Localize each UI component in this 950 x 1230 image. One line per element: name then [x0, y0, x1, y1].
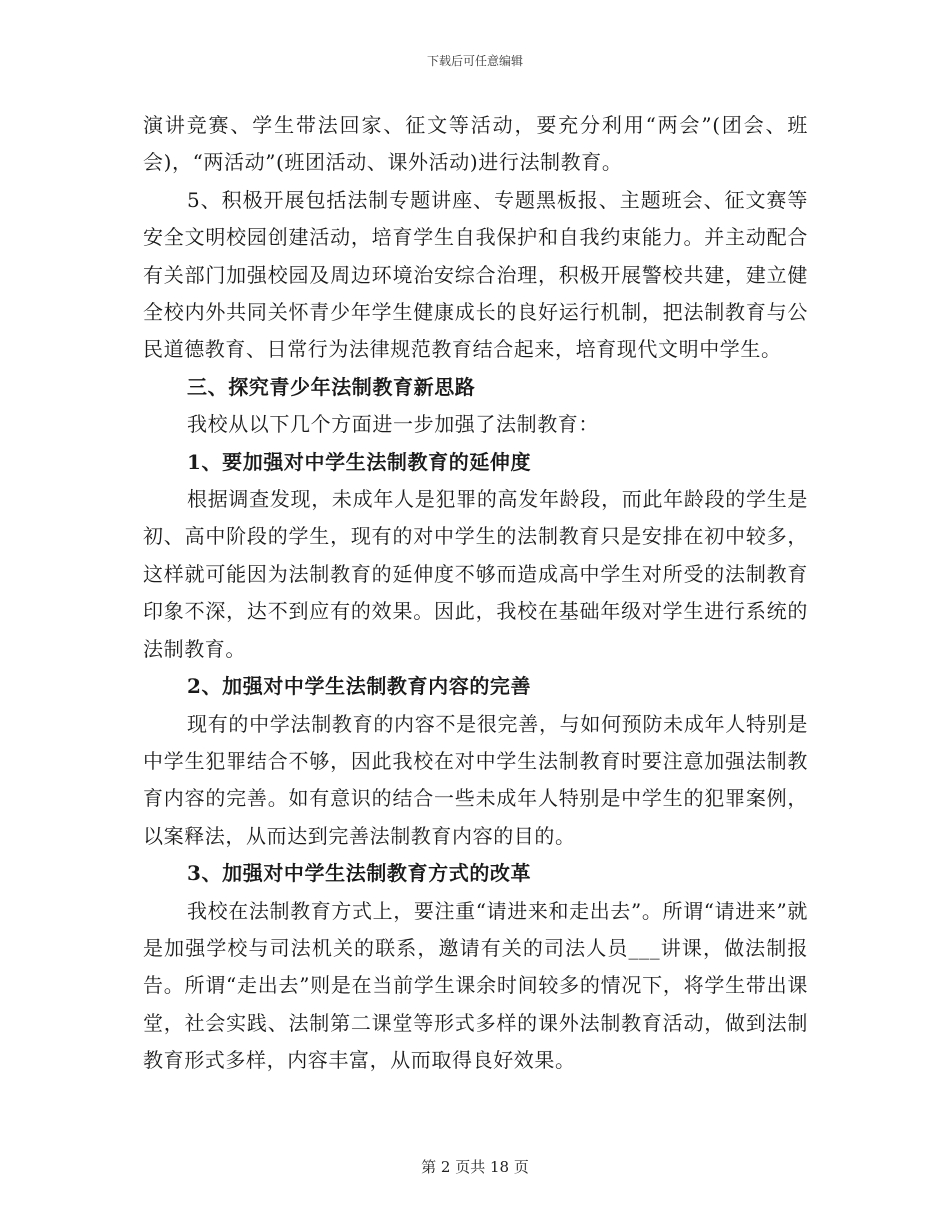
- paragraph: 我校从以下几个方面进一步加强了法制教育：: [187, 412, 599, 437]
- paragraph: 我校在法制教育方式上，要注重“请进来和走出去”。所谓“请进来”就是加强学校与司法机关的联系，邀请有关的司法人员___讲课，做法制报告。所谓“走出去”则是在当前学生课余时间较多的情况下，将学生带出课堂，社会实践、法制第二课堂等形式多样的课外法制教育活动，做到法制教育形式多样，内容丰富，从而取得良好效果。: [143, 898, 808, 1073]
- page-header: 下载后可任意编辑: [426, 54, 523, 68]
- paragraph: 现有的中学法制教育的内容不是很完善，与如何预防未成年人特别是中学生犯罪结合不够，因此我校在对中学生法制教育时要注意加强法制教育内容的完善。如有意识的结合一些未成年人特别是中学生的犯罪案例，以案释法，从而达到完善法制教育内容的目的。: [143, 711, 808, 848]
- paragraph: 5、积极开展包括法制专题讲座、专题黑板报、主题班会、征文赛等安全文明校园创建活动，培育学生自我保护和自我约束能力。并主动配合有关部门加强校园及周边环境治安综合治理，积极开展警校共建，建立健全校内外共同关怀青少年学生健康成长的良好运行机制，把法制教育与公民道德教育、日常行为法律规范教育结合起来，培育现代文明中学生。: [143, 187, 808, 362]
- subsection-heading: 2、加强对中学生法制教育内容的完善: [187, 674, 532, 699]
- section-heading: 三、探究青少年法制教育新思路: [187, 374, 476, 399]
- subsection-heading: 3、加强对中学生法制教育方式的改革: [187, 861, 532, 886]
- subsection-heading: 1、要加强对中学生法制教育的延伸度: [187, 449, 532, 474]
- paragraph: 演讲竞赛、学生带法回家、征文等活动，要充分利用“两会”(团会、班会)，“两活动”(班团活动、课外活动)进行法制教育。: [143, 113, 808, 175]
- page-number: 第 2 页共 18 页: [421, 1158, 529, 1176]
- document-body: [143, 107, 808, 1080]
- paragraph: 根据调查发现，未成年人是犯罪的高发年龄段，而此年龄段的学生是初、高中阶段的学生，现有的对中学生的法制教育只是安排在初中较多，这样就可能因为法制教育的延伸度不够而造成高中学生对所受的法制教育印象不深，达不到应有的效果。因此，我校在基础年级对学生进行系统的法制教育。: [143, 487, 808, 661]
